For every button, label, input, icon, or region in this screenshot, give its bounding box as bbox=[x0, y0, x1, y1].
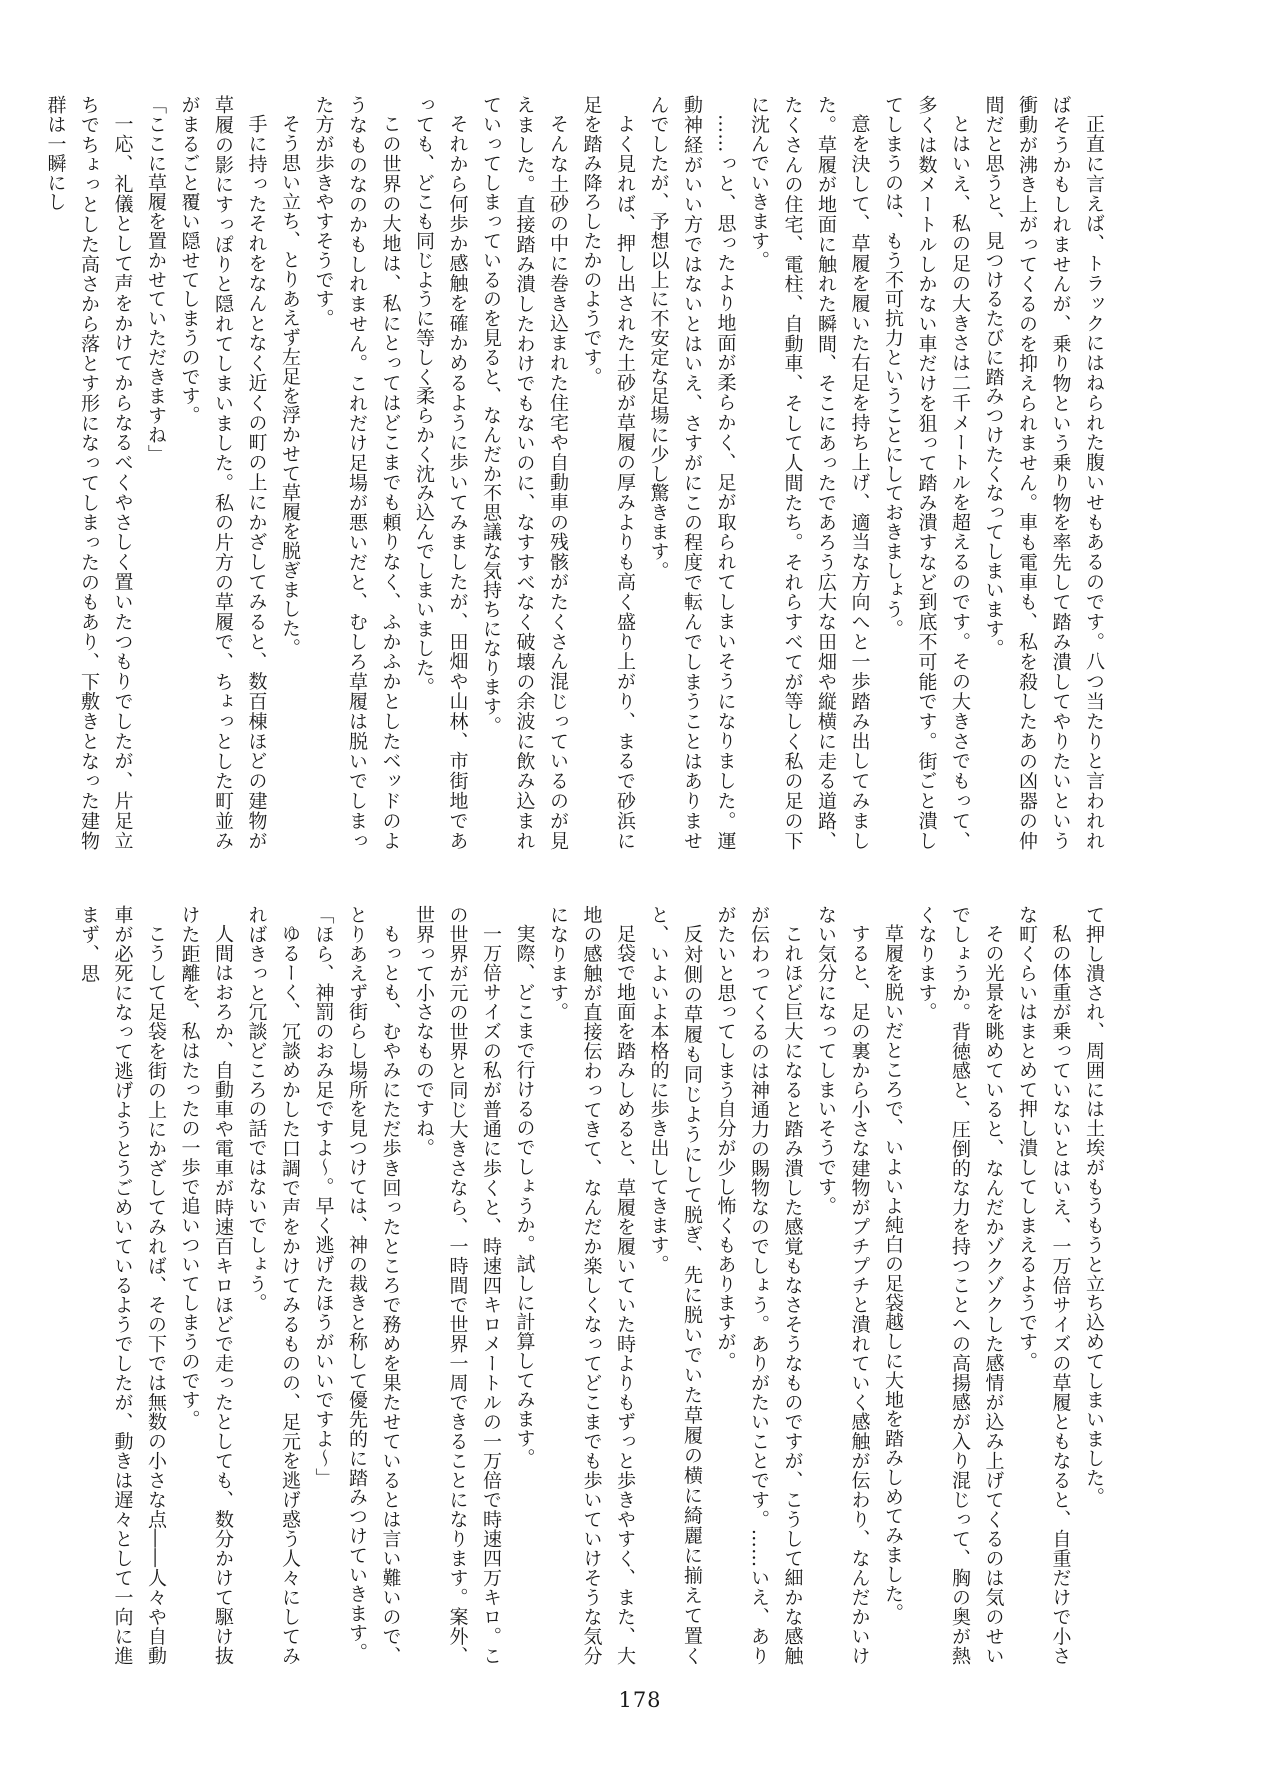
paragraph: 人間はおろか、自動車や電車が時速百キロほどで走ったとしても、数分かけて駆け抜けた距離を、私はたったの一歩で追いついてしまうのです。 bbox=[178, 905, 234, 1665]
paragraph: その光景を眺めていると、なんだかゾクゾクした感情が込み上げてくるのは気のせいでしょうか。背徳感と、圧倒的な力を持つことへの高揚感が入り混じって、胸の奥が熱くなります。 bbox=[915, 905, 1005, 1665]
paragraph: この世界の大地は、私にとってはどこまでも頼りなく、ふかふかとしたベッドのようなものなのかもしれません。これだけ足場が悪いだと、むしろ草履は脱いでしまった方が歩きやすそうです。 bbox=[312, 95, 402, 850]
page-number: 178 bbox=[618, 1688, 662, 1712]
paragraph: それから何歩か感触を確かめるように歩いてみましたが、田畑や山林、市街地であっても、どこも同じように等しく柔らかく沈み込んでしまいました。 bbox=[413, 95, 469, 850]
paragraph: ……っと、思ったより地面が柔らかく、足が取られてしまいそうになりました。運動神経がいい方ではないとはいえ、さすがにこの程度で転んでしまうことはありませんでしたが、予想以上に不安定な足場に少し驚きます。 bbox=[647, 95, 737, 850]
paragraph: とはいえ、私の足の大きさは二千メートルを超えるのです。その大きさでもって、多くは数メートルしかない車だけを狙って踏み潰すなど到底不可能です。街ごと潰してしまうのは、もう不可抗力ということにしておきましょう。 bbox=[882, 95, 971, 850]
lower-text-block bbox=[78, 905, 1110, 1665]
dialogue-paragraph: 「ここに草履を置かせていただきますね」 bbox=[145, 95, 167, 464]
paragraph: そんな土砂の中に巻き込まれた住宅や自動車の残骸がたくさん混じっているのが見えました。直接踏み潰したわけでもないのに、なすすべなく破壊の余波に飲み込まれていってしまっているのを見ると、なんだか不思議な気持ちになります。 bbox=[480, 95, 569, 850]
paragraph: 一万倍サイズの私が普通に歩くと、時速四キロメートルの一万倍で時速四万キロ。この世界が元の世界と同じ大きさなら、一時間で世界一周できることになります。案外、世界って小さなものですね。 bbox=[413, 905, 502, 1665]
dialogue-paragraph: 「ほら、神罰のおみ足ですよ～。早く逃げたほうがいいですよ～」 bbox=[312, 905, 335, 1487]
paragraph: 草履を脱いだところで、いよいよ純白の足袋越しに大地を踏みしめてみました。 bbox=[882, 924, 904, 1623]
paragraph: 足袋で地面を踏みしめると、草履を履いていた時よりもずっと歩きやすく、また、大地の感触が直接伝わってきて、なんだか楽しくなってどこまでも歩いていけそうな気分になります。 bbox=[547, 905, 636, 1665]
paragraph: もっとも、むやみにただ歩き回ったところで務めを果たせているとは言い難いので、とりあえず街らし場所を見つけては、神の裁きと称して優先的に踏みつけていきます。 bbox=[346, 905, 402, 1665]
continuation-paragraph: て押し潰され、周囲には土埃がもうもうと立ち込めてしまいました。 bbox=[1083, 905, 1105, 1507]
paragraph: すると、足の裏から小さな建物がプチプチと潰れていく感触が伝わり、なんだかいけない気分になってしまいそうです。 bbox=[815, 905, 871, 1665]
paragraph: 正直に言えば、トラックにはねられた腹いせもあるのです。八つ当たりと言われればそうかもしれませんが、乗り物という乗り物を率先して踏み潰してやりたいという衝動が沸き上がってくるのを抑えられません。車も電車も、私を殺したあの凶器の仲間だと思うと、見つけるたびに踏みつけたくなってしまいます。 bbox=[982, 95, 1105, 850]
paragraph: こうして足袋を街の上にかざしてみれば、その下では無数の小さな点――人々や自動車が必死になって逃げようとうごめいているようでしたが、動きは遅々として一向に進まず、思 bbox=[78, 905, 167, 1665]
upper-text-block bbox=[44, 95, 1110, 850]
paragraph: 実際、どこまで行けるのでしょうか。試しに計算してみます。 bbox=[513, 924, 536, 1468]
paragraph: ゆるーく、冗談めかした口調で声をかけてみるものの、足元を逃げ惑う人々にしてみればきっと冗談どころの話ではないでしょう。 bbox=[245, 905, 301, 1665]
paragraph: 一応、礼儀として声をかけてからなるべくやさしく置いたつもりでしたが、片足立ちでちょっとした高さから落とす形になってしまったのもあり、下敷きとなった建物群は一瞬にし bbox=[44, 95, 134, 850]
paragraph: 反対側の草履も同じようにして脱ぎ、先に脱いでいた草履の横に綺麗に揃えて置くと、いよいよ本格的に歩き出してきます。 bbox=[647, 905, 703, 1665]
paragraph: これほど巨大になると踏み潰した感覚もなさそうなものですが、こうして細かな感触が伝わってくるのは神通力の賜物なのでしょう。ありがたいことです。……いえ、ありがたいと思ってしまう自分が少し怖くもありますが。 bbox=[714, 905, 804, 1665]
paragraph: そう思い立ち、とりあえず左足を浮かせて草履を脱ぎました。 bbox=[279, 114, 301, 658]
paragraph: 意を決して、草履を履いた右足を持ち上げ、適当な方向へと一歩踏み出してみました。草履が地面に触れた瞬間、そこにあったであろう広大な田畑や縦横に走る道路、たくさんの住宅、電柱、自動車、そして人間たち。それらすべてが等しく私の足の下に沈んでいきます。 bbox=[748, 95, 871, 850]
paragraph: よく見れば、押し出された土砂が草履の厚みよりも高く盛り上がり、まるで砂浜に足を踏み降ろしたかのようです。 bbox=[580, 95, 636, 850]
paragraph: 私の体重が乗っていないとはいえ、一万倍サイズの草履ともなると、自重だけで小さな町くらいはまとめて押し潰してしまえるようです。 bbox=[1016, 905, 1072, 1665]
paragraph: 手に持ったそれをなんとなく近くの町の上にかざしてみると、数百棟ほどの建物が草履の影にすっぽりと隠れてしまいました。私の片方の草履で、ちょっとした町並みがまるごと覆い隠せてしまうのです。 bbox=[178, 95, 268, 850]
